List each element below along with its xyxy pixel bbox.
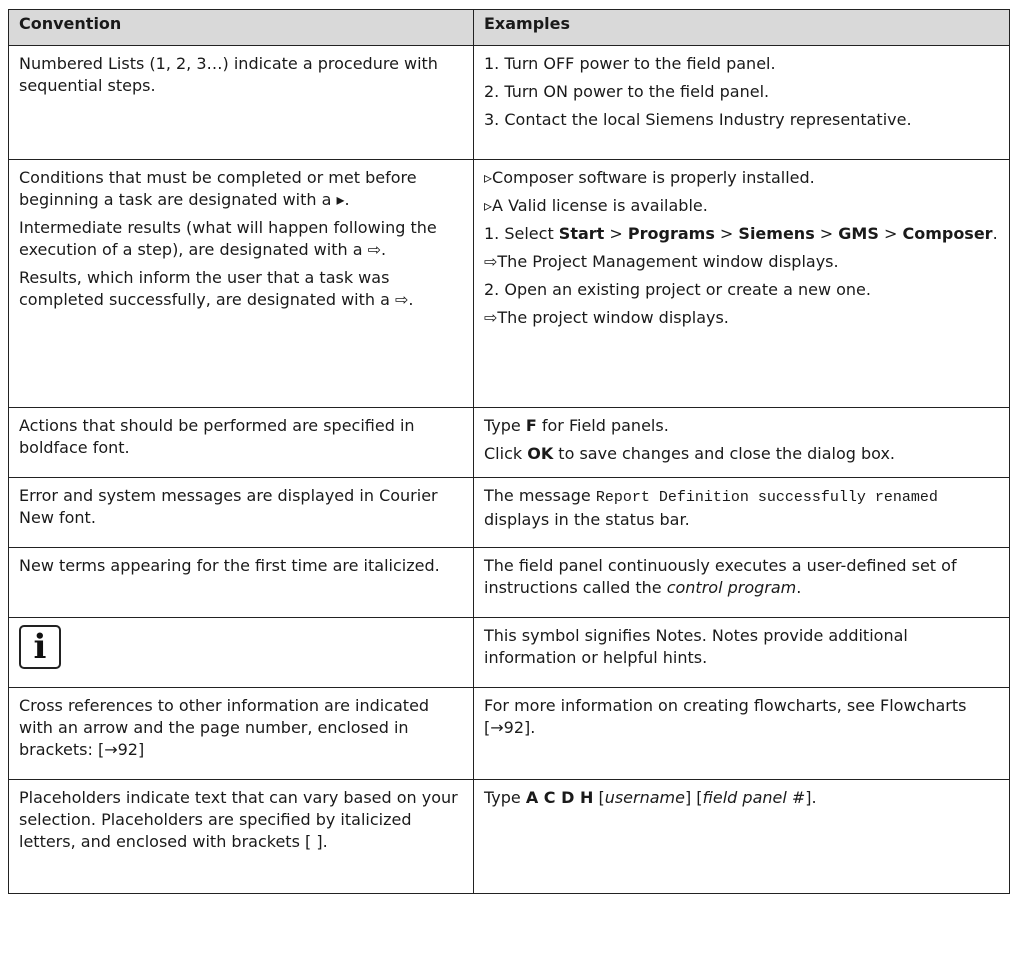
menu-separator: >: [814, 224, 839, 243]
convention-text: Actions that should be performed are specified in boldface font.: [19, 416, 415, 457]
table-row: [9, 160, 1010, 408]
examples-cell: [474, 548, 1010, 618]
example-line: [484, 443, 999, 465]
example-suffix: .: [796, 578, 802, 597]
menu-path-composer: Composer: [902, 224, 993, 243]
header-convention: Convention: [9, 10, 474, 46]
convention-text: Error and system messages are displayed in Courier New font.: [19, 486, 438, 527]
convention-cell: [9, 548, 474, 618]
menu-path-programs: Programs: [627, 224, 715, 243]
examples-cell: [474, 160, 1010, 408]
bracket: ].: [805, 788, 817, 807]
example-line: [484, 223, 999, 245]
convention-cell: [9, 478, 474, 548]
examples-cell: [474, 688, 1010, 780]
italic-term: control program: [666, 578, 797, 597]
example-line: 1. Turn OFF power to the field panel.: [484, 54, 776, 73]
table-row: [9, 688, 1010, 780]
example-line: 2. Open an existing project or create a new one.: [484, 280, 871, 299]
example-line: [484, 555, 999, 599]
example-line: ▹A Valid license is available.: [484, 196, 708, 215]
example-line: 3. Contact the local Siemens Industry representative.: [484, 110, 912, 129]
convention-cell: [9, 46, 474, 160]
bracket: ] [: [684, 788, 703, 807]
table-row: [9, 408, 1010, 478]
table-row: [9, 780, 1010, 894]
table-row: [9, 618, 1010, 688]
example-suffix: for Field panels.: [536, 416, 669, 435]
examples-cell: [474, 408, 1010, 478]
placeholder-field-panel: field panel #: [702, 788, 806, 807]
menu-path-siemens: Siemens: [738, 224, 815, 243]
example-line: ⇨The Project Management window displays.: [484, 252, 839, 271]
convention-cell: [9, 160, 474, 408]
example-prefix: The message: [484, 486, 596, 505]
convention-text: Cross references to other information are indicated with an arrow and the page number, enclosed in brackets: [→92]: [19, 696, 430, 759]
examples-cell: [474, 780, 1010, 894]
bracket: [: [593, 788, 605, 807]
menu-path-start: Start: [558, 224, 605, 243]
conventions-table: [8, 9, 1010, 894]
convention-text: Intermediate results (what will happen following the execution of a step), are designated with a ⇨.: [19, 218, 437, 259]
menu-separator: >: [714, 224, 739, 243]
convention-text: Conditions that must be completed or met before beginning a task are designated with a ▸.: [19, 168, 417, 209]
convention-cell: [9, 408, 474, 478]
example-prefix: Click: [484, 444, 528, 463]
convention-cell: [9, 688, 474, 780]
convention-cell: [9, 780, 474, 894]
system-message-text: Report Definition successfully renamed: [595, 489, 938, 506]
header-examples: Examples: [474, 10, 1010, 46]
examples-cell: [474, 46, 1010, 160]
table-header-row: [9, 10, 1010, 46]
example-line: This symbol signifies Notes. Notes provide additional information or helpful hints.: [484, 626, 908, 667]
convention-cell: [9, 618, 474, 688]
example-line: ▹Composer software is properly installed.: [484, 168, 815, 187]
menu-separator: >: [604, 224, 628, 243]
step-prefix: 1. Select: [484, 224, 559, 243]
menu-separator: >: [878, 224, 903, 243]
table-row: [9, 46, 1010, 160]
example-suffix: displays in the status bar.: [484, 510, 690, 529]
example-line: ⇨The project window displays.: [484, 308, 729, 327]
examples-cell: [474, 478, 1010, 548]
example-prefix: Type: [484, 416, 526, 435]
step-suffix: .: [992, 224, 998, 243]
convention-text: Placeholders indicate text that can vary based on your selection. Placeholders are specified by italicized letters, and enclosed with brackets [ ].: [19, 788, 458, 851]
menu-path-gms: GMS: [838, 224, 879, 243]
table-row: [9, 548, 1010, 618]
examples-cell: [474, 618, 1010, 688]
placeholder-username: username: [604, 788, 685, 807]
example-line: 2. Turn ON power to the field panel.: [484, 82, 770, 101]
info-icon: i: [19, 625, 61, 669]
convention-text: Numbered Lists (1, 2, 3…) indicate a procedure with sequential steps.: [19, 54, 438, 95]
convention-text: New terms appearing for the first time are italicized.: [19, 556, 440, 575]
example-line: For more information on creating flowcharts, see Flowcharts [→92].: [484, 696, 967, 737]
example-prefix: The field panel continuously executes a user-defined set of instructions called the: [484, 556, 957, 597]
convention-text: Results, which inform the user that a task was completed successfully, are designated with a ⇨.: [19, 268, 414, 309]
bold-term: A C D H: [525, 788, 594, 807]
example-line: [484, 415, 999, 437]
example-suffix: to save changes and close the dialog box.: [553, 444, 896, 463]
bold-term: OK: [527, 444, 554, 463]
bold-term: F: [525, 416, 537, 435]
table-row: [9, 478, 1010, 548]
example-line: [484, 787, 999, 809]
example-prefix: Type: [484, 788, 526, 807]
example-line: [484, 485, 999, 531]
